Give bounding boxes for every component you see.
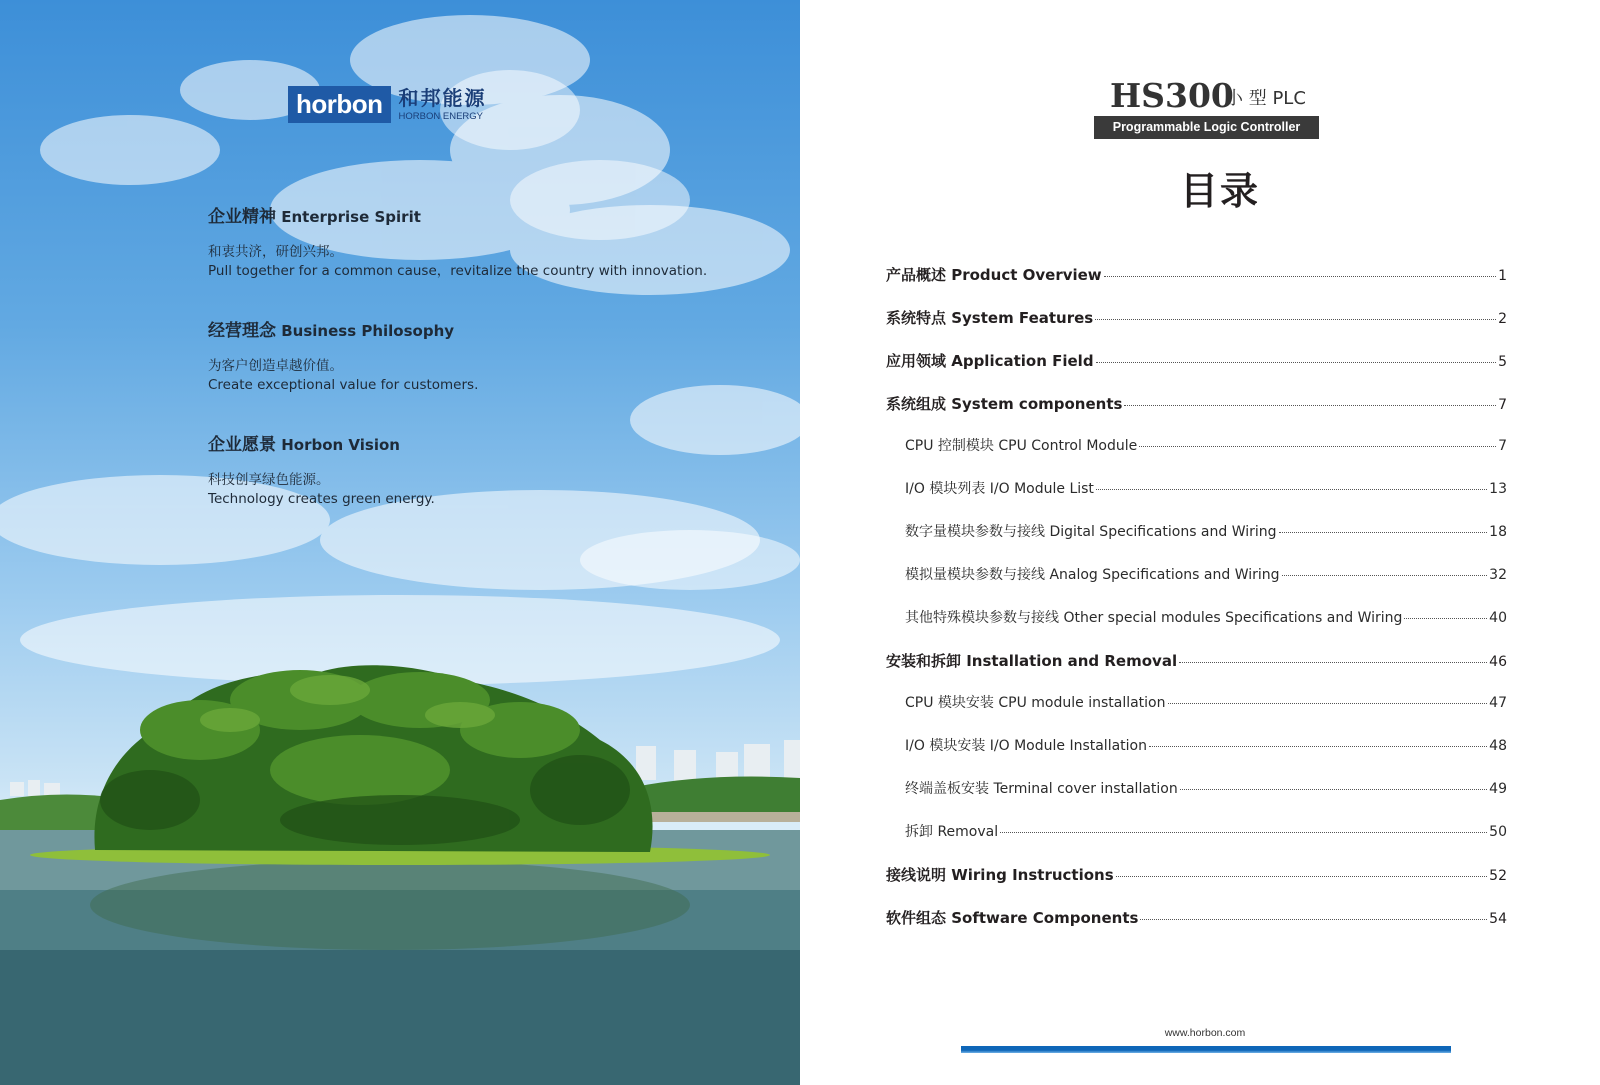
toc-entry[interactable] — [886, 607, 1507, 627]
motto-heading: 企业精神 Enterprise Spirit — [208, 207, 421, 227]
motto-enterprise-spirit — [208, 202, 707, 281]
toc-page-number: 54 — [1489, 911, 1507, 927]
toc-leader-dots — [1095, 319, 1496, 320]
toc-leader-dots — [1124, 405, 1496, 406]
footer-url[interactable]: www.horbon.com — [1164, 1027, 1246, 1039]
toc-entry-label: 接线说明 Wiring Instructions — [886, 866, 1114, 884]
toc-leader-dots — [1096, 362, 1497, 363]
toc-entry[interactable] — [886, 907, 1507, 928]
toc-entry[interactable] — [886, 778, 1507, 798]
logo-english-name: HORBON ENERGY — [398, 110, 483, 122]
toc-page-number: 7 — [1498, 397, 1507, 413]
toc-page-number: 1 — [1498, 268, 1507, 284]
toc-leader-dots — [1104, 276, 1496, 277]
toc-entry[interactable] — [886, 564, 1507, 584]
toc-leader-dots — [1179, 662, 1487, 663]
toc-leader-dots — [1116, 876, 1488, 877]
toc-entry[interactable] — [886, 435, 1507, 455]
toc-entry-label: 软件组态 Software Components — [886, 909, 1139, 927]
toc-page-number: 18 — [1489, 524, 1507, 540]
motto-heading: 经营理念 Business Philosophy — [208, 321, 455, 341]
toc-leader-dots — [1149, 746, 1487, 747]
toc-leader-dots — [1000, 832, 1487, 833]
toc-page-number: 50 — [1489, 824, 1507, 840]
toc-entry-label: 应用领域 Application Field — [886, 352, 1094, 370]
toc-heading: 目录 — [1179, 169, 1260, 213]
toc-entry[interactable] — [886, 821, 1507, 841]
toc-leader-dots — [1096, 489, 1487, 490]
toc-leader-dots — [1180, 789, 1487, 790]
toc-page-number: 32 — [1489, 567, 1507, 583]
toc-leader-dots — [1282, 575, 1488, 576]
toc-entry-label: 拆卸 Removal — [905, 824, 999, 840]
contents-page — [800, 0, 1600, 1085]
toc-entry[interactable] — [886, 692, 1507, 712]
toc-entry[interactable] — [886, 521, 1507, 541]
toc-leader-dots — [1279, 532, 1488, 533]
toc-entry[interactable] — [886, 350, 1507, 371]
toc-entry-label: 模拟量模块参数与接线 Analog Specifications and Wiring — [905, 567, 1280, 583]
toc-entry-label: CPU 控制模块 CPU Control Module — [905, 438, 1138, 454]
toc-entry[interactable] — [886, 393, 1507, 414]
toc-page-number: 48 — [1489, 738, 1507, 754]
toc-entry[interactable] — [886, 864, 1507, 885]
toc-entry[interactable] — [886, 650, 1507, 671]
toc-entry[interactable] — [886, 478, 1507, 498]
motto-horbon-vision — [208, 430, 435, 509]
toc-entry-label: CPU 模块安装 CPU module installation — [905, 695, 1166, 711]
logo-chinese-name: 和邦能源 — [398, 85, 487, 110]
toc-page-number: 46 — [1489, 654, 1507, 670]
toc-entry[interactable] — [886, 264, 1507, 285]
toc-page-number: 2 — [1498, 311, 1507, 327]
toc-leader-dots — [1404, 618, 1487, 619]
toc-entry-label: 终端盖板安装 Terminal cover installation — [905, 781, 1178, 797]
toc-entry-label: 数字量模块参数与接线 Digital Specifications and Wiring — [905, 524, 1277, 540]
motto-heading: 企业愿景 Horbon Vision — [208, 435, 400, 455]
toc-entry-label: 系统组成 System components — [886, 395, 1123, 413]
footer-bar — [961, 1046, 1451, 1053]
logo-wordmark: horbon — [288, 86, 391, 123]
toc-entry-label: 产品概述 Product Overview — [886, 266, 1102, 284]
toc-page-number: 5 — [1498, 354, 1507, 370]
toc-page-number: 40 — [1489, 610, 1507, 626]
motto-text: 和衷共济，研创兴邦。 Pull together for a common cause，revitalize the country with innovation. — [208, 244, 708, 279]
motto-text: 为客户创造卓越价值。 Create exceptional value for customers. — [208, 358, 479, 393]
motto-text: 科技创享绿色能源。 Technology creates green energy. — [208, 472, 435, 507]
plc-banner: Programmable Logic Controller — [1094, 116, 1319, 139]
motto-business-philosophy — [208, 316, 478, 395]
toc-entry[interactable] — [886, 735, 1507, 755]
toc-entry-label: 系统特点 System Features — [886, 309, 1094, 327]
toc-leader-dots — [1140, 919, 1487, 920]
product-title: HS300 — [1110, 76, 1234, 115]
toc-leader-dots — [1139, 446, 1496, 447]
toc-entry-label: I/O 模块安装 I/O Module Installation — [905, 738, 1147, 754]
toc-page-number: 7 — [1498, 438, 1507, 454]
horbon-logo — [288, 86, 487, 123]
toc-entry[interactable] — [886, 307, 1507, 328]
product-subtitle: 小 型 PLC — [1225, 88, 1306, 109]
toc-leader-dots — [1168, 703, 1488, 704]
toc-entry-label: I/O 模块列表 I/O Module List — [905, 481, 1094, 497]
toc-page-number: 13 — [1489, 481, 1507, 497]
toc-entry-label: 安装和拆卸 Installation and Removal — [886, 652, 1178, 670]
toc-entry-label: 其他特殊模块参数与接线 Other special modules Specifications and Wiring — [905, 610, 1403, 626]
toc-page-number: 47 — [1489, 695, 1507, 711]
toc-page-number: 52 — [1489, 868, 1507, 884]
toc-page-number: 49 — [1489, 781, 1507, 797]
